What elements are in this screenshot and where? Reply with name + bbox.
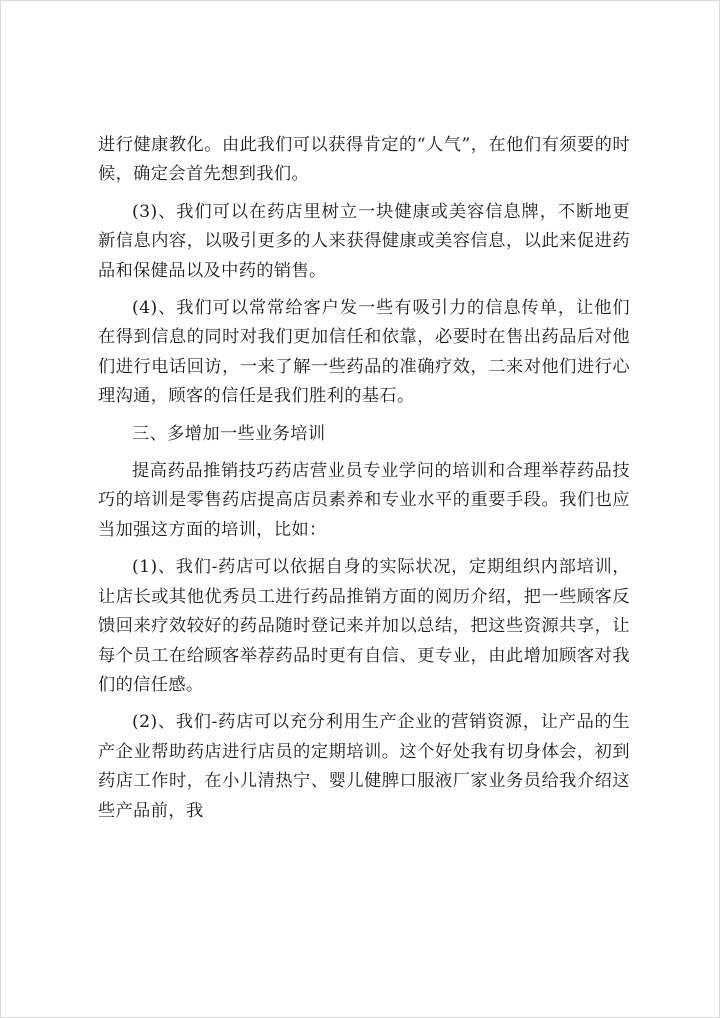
paragraph-training-item-2: (2)、我们-药店可以充分利用生产企业的营销资源，让产品的生产企业帮助药店进行店员的定期培训。这个好处我有切身体会，初到药店工作时，在小儿清热宁、婴儿健脾口服液厂家业务员给我介绍这些产品前，我 — [98, 712, 630, 821]
section-heading: 三、多增加一些业务培训 — [132, 423, 326, 444]
paragraph-training-intro: 提高药品推销技巧药店营业员专业学问的培训和合理举荐药品技巧的培训是零售药店提高店员素养和专业水平的重要手段。我们也应当加强这方面的培训，比如： — [98, 461, 630, 540]
document-body — [98, 131, 630, 834]
paragraph-item-3: (3)、我们可以在药店里树立一块健康或美容信息牌，不断地更新信息内容，以吸引更多的人来获得健康或美容信息，以此来促进药品和保健品以及中药的销售。 — [98, 201, 630, 281]
paragraph-continuation: 进行健康教化。由此我们可以获得肯定的“人气”，在他们有须要的时候，确定会首先想到我们。 — [98, 135, 630, 185]
paragraph-item-4: (4)、我们可以常常给客户发一些有吸引力的信息传单，让他们在得到信息的同时对我们更加信任和依靠，必要时在售出药品后对他们进行电话回访，一来了解一些药品的准确疗效，二来对他们进行心理沟通，顾客的信任是我们胜利的基石。 — [98, 298, 630, 407]
paragraph-training-item-1: (1)、我们-药店可以依据自身的实际状况，定期组织内部培训，让店长或其他优秀员工进行药品推销方面的阅历介绍，把一些顾客反馈回来疗效较好的药品随时登记来并加以总结，把这些资源共享，让每个员工在给顾客举荐药品时更有自信、更专业，由此增加顾客对我们的信任感。 — [98, 557, 630, 695]
